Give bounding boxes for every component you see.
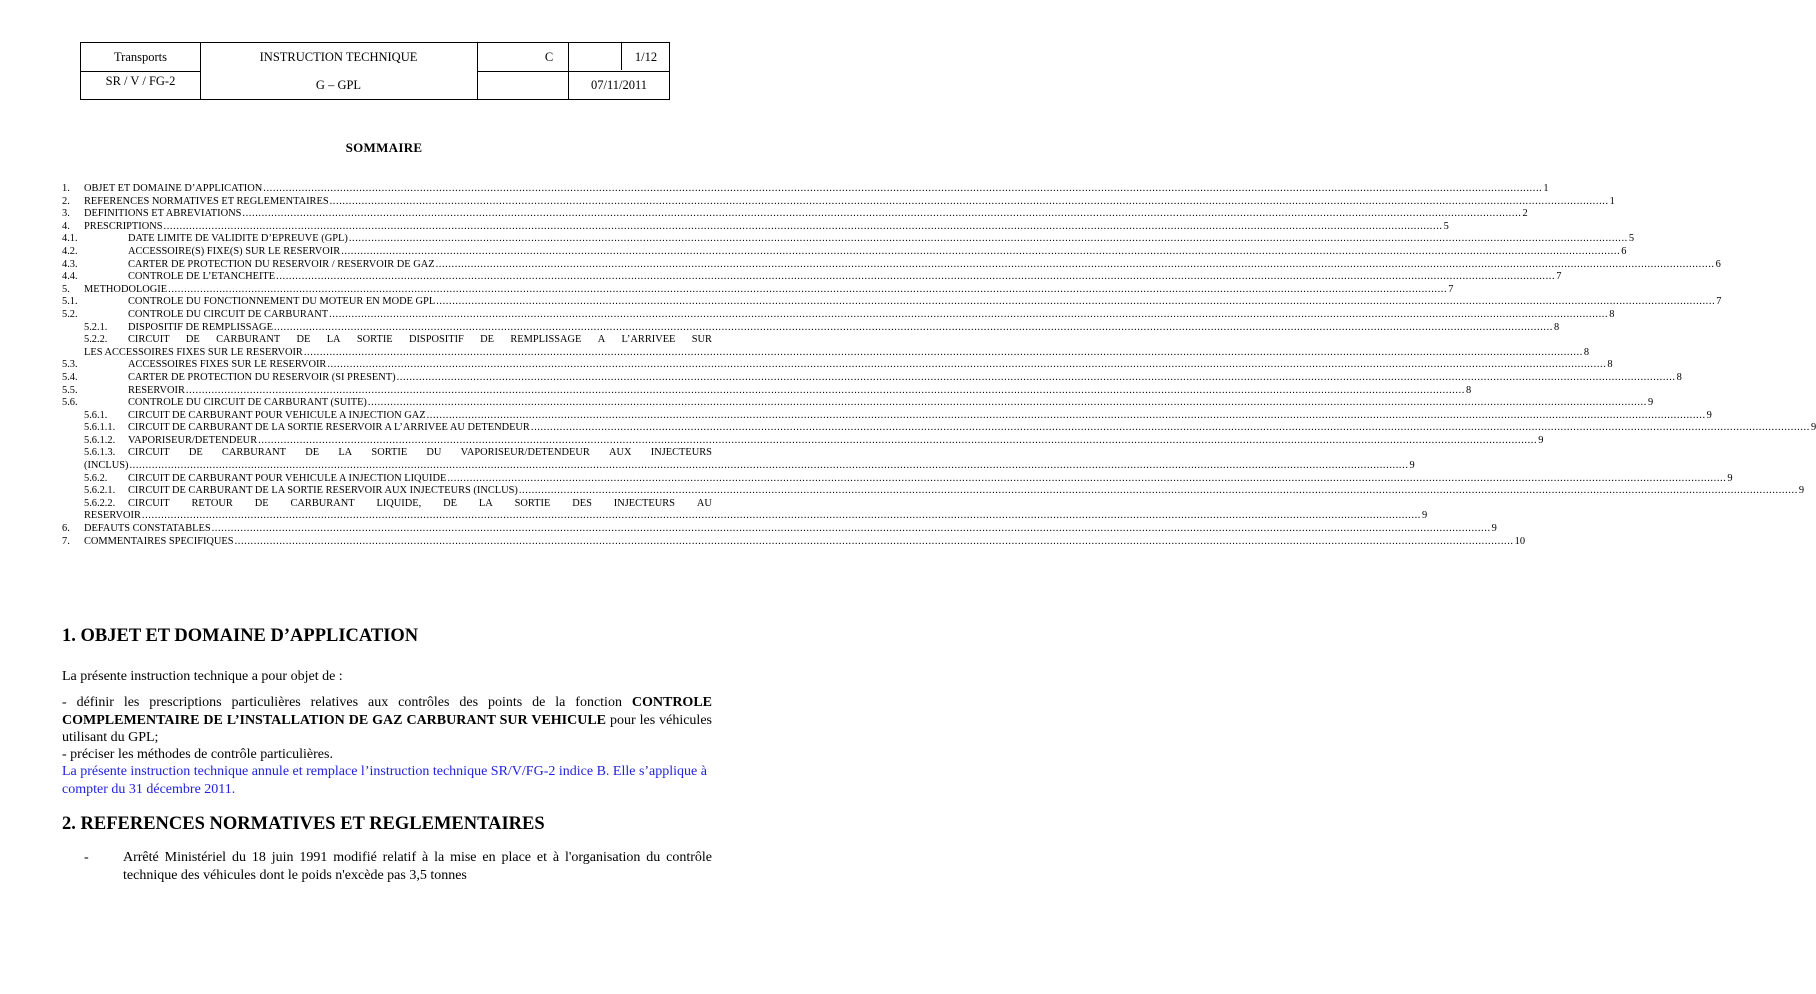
toc-entry-page: 8 bbox=[1607, 359, 1613, 371]
toc-entry-title: CIRCUIT DE CARBURANT POUR VEHICULE A INJECTION LIQUIDE bbox=[128, 472, 447, 484]
section-2-item-1: Arrêté Ministériel du 18 juin 1991 modifié relatif à la mise en place et à l'organisation du contrôle technique des véhicules dont le poids n'excède pas 3,5 tonnes bbox=[123, 850, 712, 883]
section-1-intro: La présente instruction technique a pour objet de : bbox=[62, 669, 343, 684]
toc-entry-number: 5.2.1. bbox=[84, 321, 108, 333]
toc-entry-number: 3. bbox=[62, 208, 70, 220]
toc-leader-dots: ................................................................................................................................................................................................................................................................................................................................................................................................................ bbox=[329, 195, 1609, 207]
toc-entry-title: CIRCUIT DE CARBURANT DE LA SORTIE DU VAPORISEUR/DETENDEUR AUX INJECTEURS bbox=[128, 447, 712, 459]
toc-entry-title: CONTROLE DU FONCTIONNEMENT DU MOTEUR EN MODE GPL bbox=[128, 296, 436, 308]
section-1-heading: 1. OBJET ET DOMAINE D’APPLICATION bbox=[62, 626, 419, 646]
toc-entry[interactable] bbox=[62, 535, 1526, 549]
toc-entry[interactable] bbox=[62, 498, 712, 511]
toc-leader-dots: ................................................................................................................................................................................................................................................................................................................................................................................................................ bbox=[341, 245, 1621, 257]
toc-entry-title: VAPORISEUR/DETENDEUR bbox=[128, 434, 258, 446]
toc-entry-number: 6. bbox=[62, 523, 70, 535]
header-doc-type: INSTRUCTION TECHNIQUE bbox=[259, 49, 418, 64]
toc-entry-number: 5.5. bbox=[62, 384, 78, 396]
toc-entry[interactable] bbox=[62, 472, 1733, 486]
toc-entry-title: ACCESSOIRES FIXES SUR LE RESERVOIR bbox=[128, 359, 327, 371]
toc-entry-title-cont: (INCLUS) bbox=[84, 460, 129, 472]
toc-entry[interactable] bbox=[62, 296, 1722, 309]
toc-entry-number: 5.6.2.1. bbox=[84, 485, 116, 497]
toc-entry-page: 9 bbox=[1706, 409, 1712, 421]
toc-leader-dots: ................................................................................................................................................................................................................................................................................................................................................................................................................ bbox=[185, 384, 1465, 396]
toc-leader-dots: ................................................................................................................................................................................................................................................................................................................................................................................................................ bbox=[303, 346, 1583, 358]
toc-entry-number: 1. bbox=[62, 183, 70, 194]
toc-entry-title: CIRCUIT DE CARBURANT DE LA SORTIE DISPOSITIF DE REMPLISSAGE A L’ARRIVEE SUR bbox=[128, 334, 712, 346]
toc-entry[interactable] bbox=[62, 308, 1615, 322]
toc-leader-dots: ................................................................................................................................................................................................................................................................................................................................................................................................................ bbox=[168, 283, 1448, 295]
toc-entry-number: 5.3. bbox=[62, 359, 78, 371]
toc-entry-title: COMMENTAIRES SPECIFIQUES bbox=[84, 535, 234, 547]
toc-entry-number: 5.6.1.1. bbox=[84, 422, 116, 434]
sommaire-title: SOMMAIRE bbox=[345, 140, 423, 155]
toc-leader-dots: ................................................................................................................................................................................................................................................................................................................................................................................................................ bbox=[211, 523, 1491, 535]
toc-entry-title: CIRCUIT DE CARBURANT DE LA SORTIE RESERVOIR A L’ARRIVEE AU DETENDEUR bbox=[128, 422, 530, 434]
header-transports: Transports bbox=[113, 49, 168, 64]
toc-entry-number: 5.4. bbox=[62, 371, 78, 383]
toc-entry[interactable] bbox=[62, 195, 1615, 209]
toc-entry[interactable] bbox=[62, 384, 1472, 398]
section-2-dash: - bbox=[84, 850, 89, 865]
toc-entry[interactable] bbox=[62, 321, 1560, 335]
toc-entry-title: CONTROLE DU CIRCUIT DE CARBURANT bbox=[128, 308, 329, 320]
toc-entry-number: 5.2.2. bbox=[84, 334, 108, 346]
toc-leader-dots: ................................................................................................................................................................................................................................................................................................................................................................................................................ bbox=[348, 233, 1628, 245]
toc-entry-title: DEFINITIONS ET ABREVIATIONS bbox=[84, 208, 242, 220]
toc-leader-dots: ................................................................................................................................................................................................................................................................................................................................................................................................................ bbox=[163, 220, 1443, 232]
toc-entry-number: 4.1. bbox=[62, 233, 78, 245]
toc-entry[interactable] bbox=[62, 283, 1454, 297]
toc-entry-page: 9 bbox=[1798, 485, 1805, 497]
toc-entry-title: CONTROLE DU CIRCUIT DE CARBURANT (SUITE) bbox=[128, 397, 367, 409]
toc-entry-title: DEFAUTS CONSTATABLES bbox=[84, 523, 211, 535]
toc-entry[interactable] bbox=[62, 422, 1816, 435]
toc-leader-dots: ................................................................................................................................................................................................................................................................................................................................................................................................................ bbox=[273, 321, 1553, 333]
toc-entry-page: 9 bbox=[1727, 472, 1733, 484]
toc-entry-page: 7 bbox=[1556, 271, 1562, 283]
section-1-bullet-2: - préciser les méthodes de contrôle particulières. bbox=[62, 747, 333, 762]
toc-entry-title: CARTER DE PROTECTION DU RESERVOIR / RESERVOIR DE GAZ bbox=[128, 258, 435, 270]
toc-entry[interactable] bbox=[62, 245, 1627, 259]
toc-entry-title: OBJET ET DOMAINE D’APPLICATION bbox=[84, 183, 263, 194]
header-page: 1/12 bbox=[634, 49, 658, 64]
toc-entry-number: 5.6. bbox=[62, 397, 78, 409]
toc-entry-number: 5.6.2. bbox=[84, 472, 108, 484]
toc-entry[interactable] bbox=[62, 233, 1635, 246]
toc-entry-title: CONTROLE DE L’ETANCHEITE bbox=[128, 271, 276, 283]
toc-entry-title: DATE LIMITE DE VALIDITE D’EPREUVE (GPL) bbox=[128, 233, 348, 245]
toc-leader-dots: ................................................................................................................................................................................................................................................................................................................................................................................................................ bbox=[447, 472, 1727, 484]
toc-entry-page: 5 bbox=[1628, 233, 1635, 245]
toc-entry-number: 4.3. bbox=[62, 258, 78, 270]
toc-entry[interactable] bbox=[62, 485, 1805, 498]
toc-entry-page: 9 bbox=[1647, 397, 1654, 409]
toc-entry[interactable] bbox=[62, 208, 1528, 221]
toc-entry-continuation[interactable] bbox=[62, 346, 1590, 360]
toc-entry-page: 7 bbox=[1448, 283, 1454, 295]
toc-entry-page: 9 bbox=[1409, 460, 1415, 472]
toc-entry-number: 4.4. bbox=[62, 271, 78, 283]
toc-entry-page: 1 bbox=[1543, 183, 1549, 194]
toc-entry[interactable] bbox=[62, 397, 1654, 410]
toc-entry-page: 5 bbox=[1443, 220, 1449, 232]
toc-entry-page: 8 bbox=[1553, 321, 1560, 333]
toc-entry-page: 8 bbox=[1465, 384, 1472, 396]
toc-entry-page: 1 bbox=[1609, 195, 1615, 207]
toc-entry-title: CIRCUIT DE CARBURANT DE LA SORTIE RESERVOIR AUX INJECTEURS (INCLUS) bbox=[128, 485, 518, 497]
toc-entry-title-cont: RESERVOIR bbox=[84, 510, 141, 522]
toc-entry[interactable] bbox=[62, 409, 1712, 423]
toc-entry-title: REFERENCES NORMATIVES ET REGLEMENTAIRES bbox=[84, 195, 329, 207]
toc-entry-page: 6 bbox=[1621, 245, 1627, 257]
header-subject: G – GPL bbox=[315, 77, 362, 92]
bullet-1-tail: pour les véhicules utilisant du GPL; bbox=[62, 712, 712, 745]
toc-leader-dots: ................................................................................................................................................................................................................................................................................................................................................................................................................ bbox=[242, 208, 1522, 220]
toc-entry[interactable] bbox=[62, 371, 1682, 385]
toc-entry-title: METHODOLOGIE bbox=[84, 283, 168, 295]
header-indice: C bbox=[544, 49, 554, 64]
toc-leader-dots: ................................................................................................................................................................................................................................................................................................................................................................................................................ bbox=[263, 183, 1543, 194]
toc-entry-page: 6 bbox=[1715, 258, 1721, 270]
toc-leader-dots: ................................................................................................................................................................................................................................................................................................................................................................................................................ bbox=[436, 296, 1716, 308]
toc-leader-dots: ................................................................................................................................................................................................................................................................................................................................................................................................................ bbox=[276, 271, 1556, 283]
toc-entry[interactable] bbox=[62, 258, 1721, 272]
toc-entry[interactable] bbox=[62, 220, 1449, 234]
toc-entry-title: CIRCUIT RETOUR DE CARBURANT LIQUIDE, DE LA SORTIE DES INJECTEURS AU bbox=[128, 497, 712, 509]
toc-entry[interactable] bbox=[62, 271, 1562, 284]
toc-entry-title: CARTER DE PROTECTION DU RESERVOIR (SI PRESENT) bbox=[128, 371, 396, 383]
toc-entry[interactable] bbox=[62, 183, 1549, 196]
toc-entry-title: RESERVOIR bbox=[128, 384, 185, 396]
section-2-heading: 2. REFERENCES NORMATIVES ET REGLEMENTAIRES bbox=[62, 814, 545, 834]
header-date: 07/11/2011 bbox=[590, 77, 648, 92]
toc-entry-number: 5.6.1.3. bbox=[84, 447, 116, 459]
toc-entry[interactable] bbox=[62, 434, 1544, 448]
toc-leader-dots: ................................................................................................................................................................................................................................................................................................................................................................................................................ bbox=[258, 434, 1538, 446]
toc-leader-dots: ................................................................................................................................................................................................................................................................................................................................................................................................................ bbox=[129, 460, 1409, 472]
toc-entry-number: 5.1. bbox=[62, 296, 78, 308]
toc-leader-dots: ................................................................................................................................................................................................................................................................................................................................................................................................................ bbox=[234, 535, 1514, 547]
toc-leader-dots: ................................................................................................................................................................................................................................................................................................................................................................................................................ bbox=[426, 409, 1706, 421]
toc-entry-number: 4. bbox=[62, 220, 70, 232]
toc-leader-dots: ................................................................................................................................................................................................................................................................................................................................................................................................................ bbox=[435, 258, 1715, 270]
bullet-1-text: - définir les prescriptions particulières relatives aux contrôles des points de la fonction bbox=[62, 695, 632, 710]
toc-entry-title-cont: LES ACCESSOIRES FIXES SUR LE RESERVOIR bbox=[84, 346, 303, 358]
document-header-table bbox=[80, 42, 670, 100]
toc-entry[interactable] bbox=[62, 359, 1613, 372]
toc-entry-page: 9 bbox=[1538, 434, 1544, 446]
toc-entry-number: 4.2. bbox=[62, 245, 78, 257]
toc-leader-dots: ................................................................................................................................................................................................................................................................................................................................................................................................................ bbox=[367, 397, 1647, 409]
toc-leader-dots: ................................................................................................................................................................................................................................................................................................................................................................................................................ bbox=[141, 510, 1421, 522]
toc-entry-page: 9 bbox=[1810, 422, 1816, 434]
toc-entry-number: 5.6.1.2. bbox=[84, 434, 116, 446]
toc-entry-number: 5. bbox=[62, 283, 70, 295]
toc-entry-page: 9 bbox=[1491, 523, 1497, 535]
toc-entry-page: 8 bbox=[1676, 371, 1682, 383]
toc-entry-continuation[interactable] bbox=[62, 510, 1428, 523]
toc-entry-page: 7 bbox=[1716, 296, 1722, 308]
header-reference: SR / V / FG-2 bbox=[105, 73, 176, 88]
toc-entry-title: CIRCUIT DE CARBURANT POUR VEHICULE A INJECTION GAZ bbox=[128, 409, 426, 421]
toc-entry-page: 2 bbox=[1522, 208, 1528, 220]
toc-entry-number: 5.2. bbox=[62, 308, 78, 320]
section-1-bullet-1 bbox=[62, 694, 712, 747]
toc-entry-title: DISPOSITIF DE REMPLISSAGE bbox=[128, 321, 273, 333]
toc-entry-page: 10 bbox=[1514, 535, 1526, 547]
toc-entry[interactable] bbox=[62, 447, 712, 460]
toc-entry-number: 5.6.1. bbox=[84, 409, 108, 421]
toc-entry[interactable] bbox=[62, 334, 712, 347]
toc-leader-dots: ................................................................................................................................................................................................................................................................................................................................................................................................................ bbox=[329, 308, 1609, 320]
toc-leader-dots: ................................................................................................................................................................................................................................................................................................................................................................................................................ bbox=[327, 359, 1607, 371]
section-1-note: La présente instruction technique annule et remplace l’instruction technique SR/V/FG-2 indice B. Elle s’applique à compter du 31 décembre 2011. bbox=[62, 764, 707, 797]
toc-entry-title: PRESCRIPTIONS bbox=[84, 220, 163, 232]
toc-entry-title: ACCESSOIRE(S) FIXE(S) SUR LE RESERVOIR bbox=[128, 245, 341, 257]
toc-entry[interactable] bbox=[62, 523, 1497, 536]
toc-leader-dots: ................................................................................................................................................................................................................................................................................................................................................................................................................ bbox=[396, 371, 1676, 383]
toc-entry-continuation[interactable] bbox=[62, 460, 1415, 473]
toc-entry-page: 9 bbox=[1421, 510, 1428, 522]
toc-entry-number: 2. bbox=[62, 195, 70, 207]
table-of-contents bbox=[62, 183, 1816, 548]
toc-entry-number: 5.6.2.2. bbox=[84, 497, 116, 509]
toc-leader-dots: ................................................................................................................................................................................................................................................................................................................................................................................................................ bbox=[530, 422, 1810, 434]
toc-entry-page: 8 bbox=[1583, 346, 1590, 358]
toc-leader-dots: ................................................................................................................................................................................................................................................................................................................................................................................................................ bbox=[518, 485, 1798, 497]
bullet-1-bold: CONTROLE COMPLEMENTAIRE DE L’INSTALLATION DE GAZ CARBURANT SUR VEHICULE bbox=[62, 695, 712, 728]
toc-entry-page: 8 bbox=[1609, 308, 1615, 320]
toc-entry-number: 7. bbox=[62, 535, 70, 547]
